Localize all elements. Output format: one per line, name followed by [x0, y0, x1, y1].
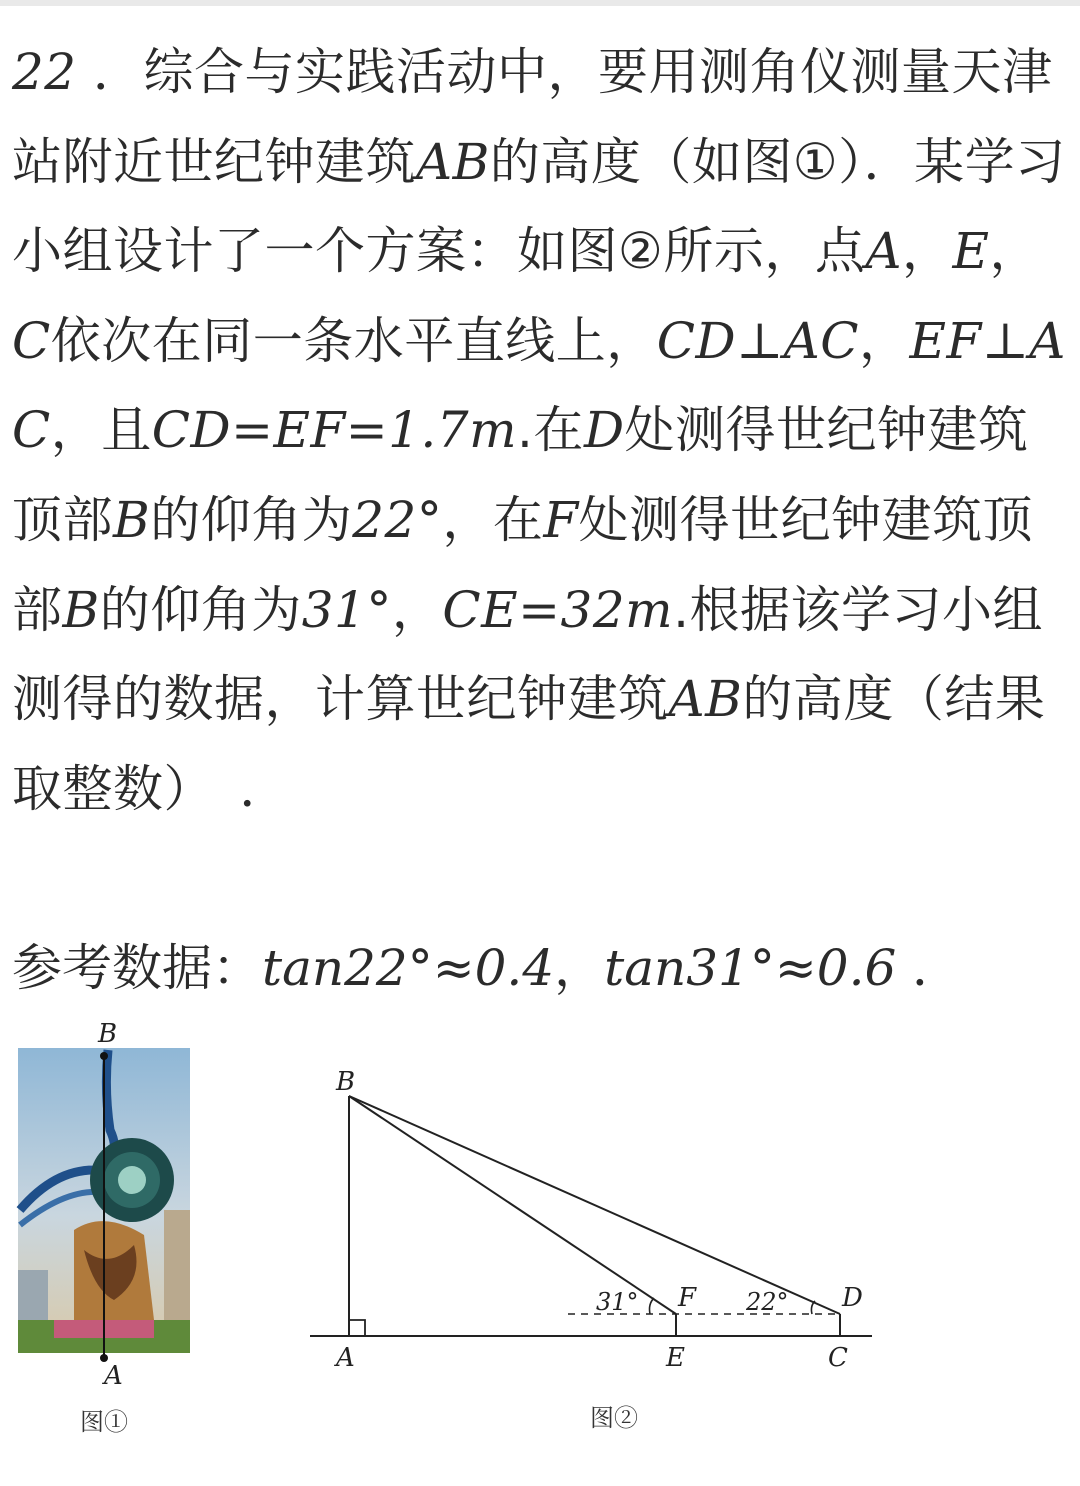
- math-angle: 22°: [352, 490, 443, 549]
- math-segment: AB: [416, 132, 490, 191]
- text-segment: .在: [517, 401, 584, 460]
- text-segment: 处测得世纪钟建筑顶部: [12, 401, 1029, 549]
- angle-arc-f: [650, 1298, 655, 1314]
- text-segment: ．: [896, 939, 963, 997]
- problem-number: 22: [12, 43, 77, 101]
- label-f: F: [678, 1283, 697, 1313]
- label-a: A: [104, 1361, 123, 1391]
- top-divider: [0, 0, 1080, 6]
- photo-clock-center: [118, 1166, 146, 1194]
- problem-text: [12, 28, 1070, 834]
- text-segment: 处测得世纪钟建筑顶部: [12, 490, 1034, 639]
- label-b: B: [336, 1067, 356, 1097]
- math-point: D: [583, 401, 625, 460]
- math-point: C: [12, 311, 51, 370]
- math-segment: AB: [668, 670, 743, 729]
- math-point: B: [62, 580, 100, 639]
- angle-label-d: 22°: [746, 1288, 789, 1316]
- figure-2-caption: 图②: [590, 1404, 638, 1432]
- clock-building-photo: [14, 1020, 204, 1440]
- text-segment: ，: [859, 311, 910, 370]
- geometry-diagram: [300, 1060, 890, 1440]
- math-expression: CE=32m: [442, 580, 674, 639]
- text-segment: ，在: [442, 490, 544, 549]
- point-b-dot: [100, 1052, 108, 1060]
- label-a: A: [336, 1343, 355, 1373]
- reference-data: [12, 928, 1070, 1008]
- text-segment: ．综合与实践活动中，要用测角仪测量天津站附近世纪钟建筑: [12, 43, 1053, 191]
- label-e: E: [666, 1343, 685, 1373]
- label-b: B: [98, 1020, 118, 1049]
- reference-label: 参考数据：: [12, 939, 262, 997]
- math-point: A: [865, 222, 902, 281]
- text-segment: ，: [391, 580, 443, 639]
- text-segment: .根据该学习小组测得的数据，计算世纪钟建筑: [12, 580, 1043, 729]
- reference-value: tan31°≈0.6: [604, 939, 897, 997]
- text-segment: 的仰角为: [150, 490, 353, 549]
- label-c: C: [828, 1343, 848, 1373]
- reference-value: tan22°≈0.4: [262, 939, 555, 997]
- text-segment: 的高度（如图①）．某学习小组设计了一个方案：如图②所示，点: [12, 132, 1066, 281]
- text-segment: ，: [989, 222, 1040, 281]
- segment-bf: [349, 1096, 676, 1314]
- math-unit: m: [469, 401, 518, 460]
- figure-1-caption: 图①: [80, 1408, 128, 1436]
- label-d: D: [842, 1283, 863, 1313]
- figure-2: [300, 1060, 890, 1440]
- math-angle: 31°: [301, 580, 392, 639]
- text-segment: ，: [901, 222, 953, 281]
- figure-1: [14, 1020, 204, 1440]
- math-point: F: [543, 490, 579, 549]
- segment-bd: [349, 1096, 840, 1314]
- angle-label-f: 31°: [596, 1288, 639, 1316]
- text-segment: ，: [554, 939, 605, 997]
- math-point: E: [952, 222, 990, 281]
- text-segment: 的高度（结果取整数） ．: [12, 670, 1046, 818]
- text-segment: 依次在同一条水平直线上，: [50, 311, 657, 370]
- math-expression: CD⊥AC: [656, 311, 859, 370]
- right-angle-mark: [349, 1320, 365, 1336]
- math-point: B: [113, 490, 151, 549]
- text-segment: 的仰角为: [99, 580, 302, 639]
- text-segment: ，且: [50, 401, 152, 460]
- math-expression: CD=EF=1.7: [151, 401, 470, 460]
- math-expression: EF⊥AC: [12, 311, 1066, 460]
